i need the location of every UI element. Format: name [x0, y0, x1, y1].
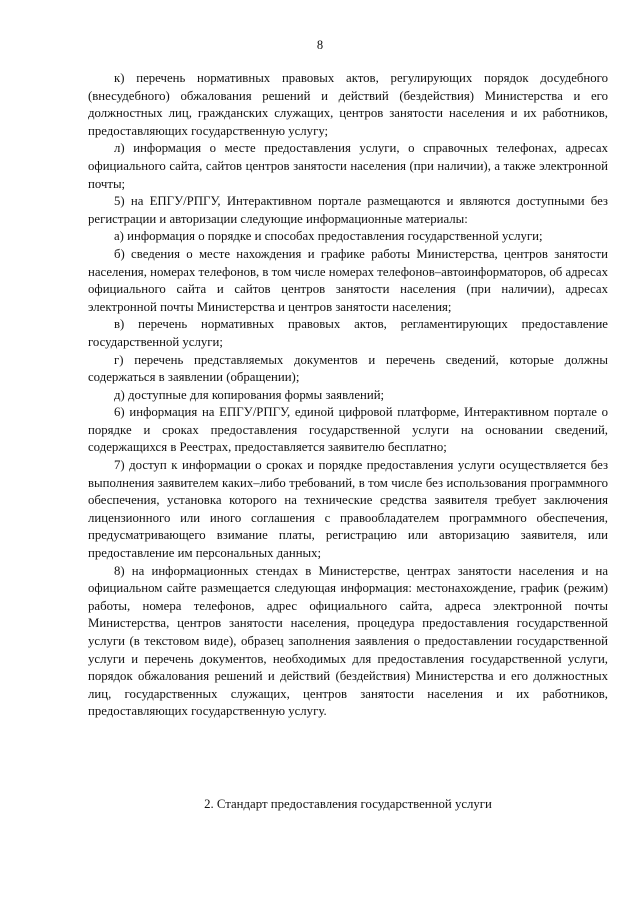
paragraph-8: 8) на информационных стендах в Министерстве, центрах занятости населения и на официальном сайте размещается следующая информация: местонахождение, график (режим) работы, номера телефонов, адрес официального сайта, адреса электронной почты Министерства, центров занятости населения, процедура предоставления государственной услуги (в текстовом виде), образец заполнения заявления о предоставлении государственной услуги и перечень документов, необходимых для предоставления государственной услуги, порядок обжалования решений и действий (бездействия) Министерства и его должностных лиц, государственных служащих, центров занятости населения и их работников, предоставляющих государственную услугу. [88, 563, 608, 719]
paragraph-k: к) перечень нормативных правовых актов, регулирующих порядок досудебного (внесудебного) обжалования решений и действий (бездействия) Министерства и его должностных лиц, гражданских служащих, центров занятости населения и их работников, предоставляющих государственную услугу; [88, 71, 608, 138]
paragraph-5a: а) информация о порядке и способах предоставления государственной услуги; [114, 229, 543, 244]
paragraph-5g: г) перечень представляемых документов и перечень сведений, которые должны содержаться в заявлении (обращении); [88, 352, 608, 385]
paragraph-5b: б) сведения о месте нахождения и графике работы Министерства, центров занятости населения, номерах телефонов, в том числе номерах телефонов–автоинформаторов, об адресах официального сайта и сайтов центров занятости населения (при наличии), адресах электронной почты Министерства и центров занятости населения; [88, 246, 608, 314]
body-text [88, 70, 608, 721]
paragraph-7: 7) доступ к информации о сроках и порядке предоставления услуги осуществляется без выполнения заявителем каких–либо требований, в том числе без использования программного обеспечения, установка которого на технические средства заявителя требует заключения лицензионного или иного соглашения с правообладателем программного обеспечения, предусматривающего взимание платы, регистрацию или авторизацию заявителя, или предоставление им персональных данных; [88, 458, 608, 561]
section-heading: 2. Стандарт предоставления государственной услуги [204, 797, 492, 811]
paragraph-l: л) информация о месте предоставления услуги, о справочных телефонах, адресах официального сайта, сайтов центров занятости населения (при наличии), а также электронной почты; [88, 141, 608, 191]
paragraph-5d: д) доступные для копирования формы заявлений; [114, 387, 385, 402]
page-number: 8 [316, 38, 324, 52]
paragraph-5v: в) перечень нормативных правовых актов, регламентирующих предоставление государственной услуги; [88, 317, 608, 349]
paragraph-6: 6) информация на ЕПГУ/РПГУ, единой цифровой платформе, Интерактивном портале о порядке и сроках предоставления государственной услуги на основании сведений, содержащихся в Реестрах, предоставляется заявителю бесплатно; [88, 405, 608, 455]
paragraph-5: 5) на ЕПГУ/РПГУ, Интерактивном портале размещаются и являются доступными без регистрации и авторизации следующие информационные материалы: [88, 194, 608, 226]
